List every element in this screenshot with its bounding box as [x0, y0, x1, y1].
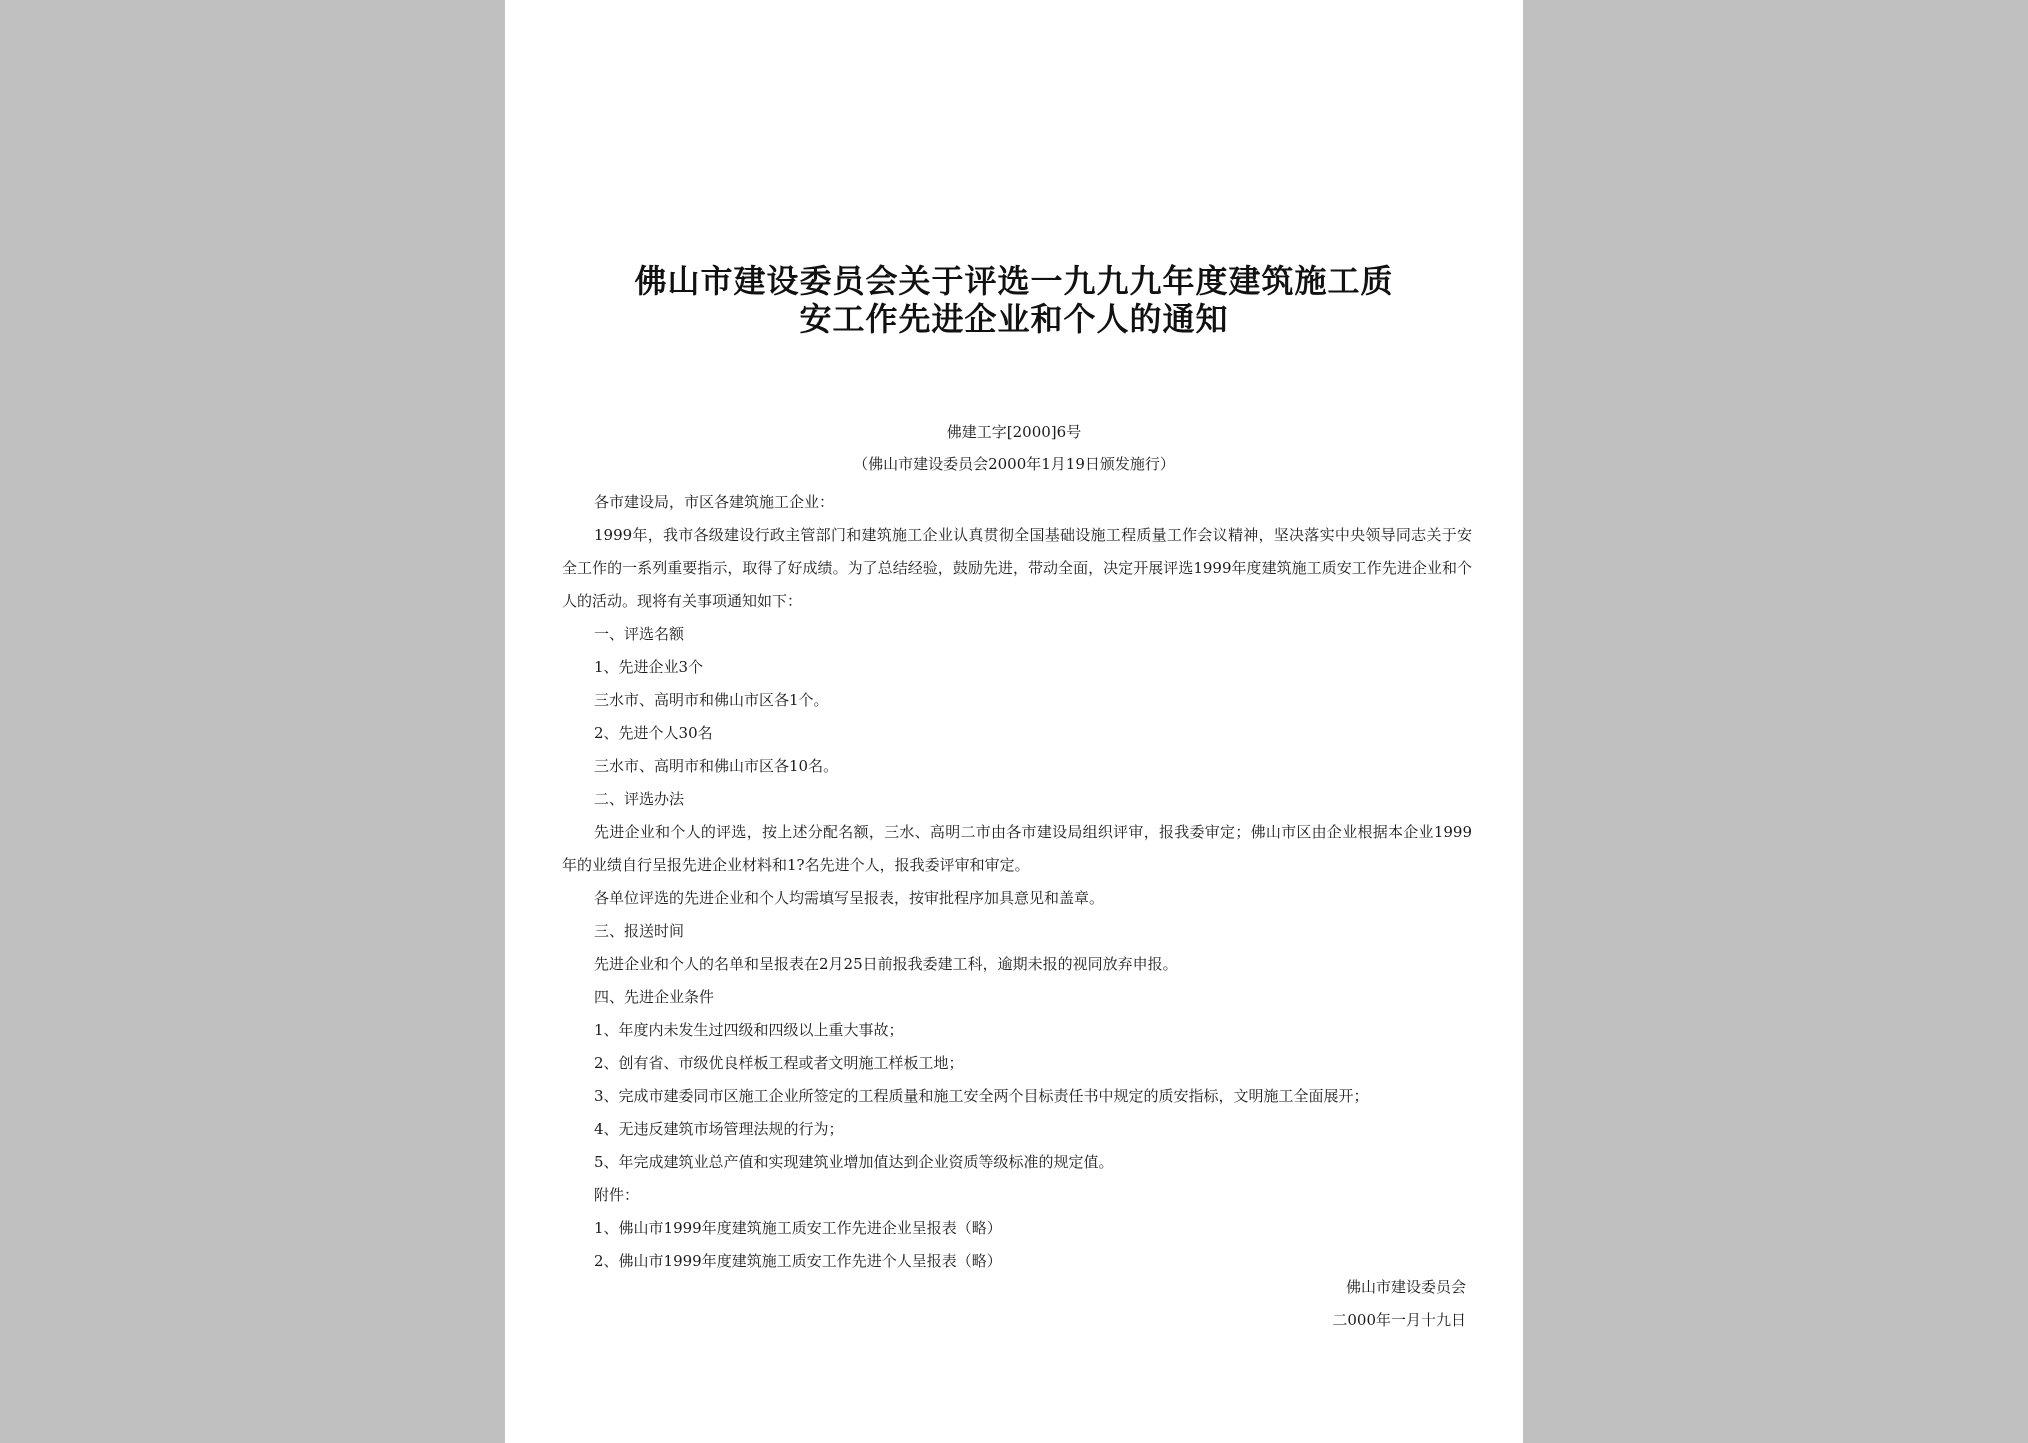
signer: 佛山市建设委员会	[1345, 1278, 1466, 1296]
addressee: 各市建设局，市区各建筑施工企业：	[594, 493, 835, 511]
section-1-item-1: 1、先进企业3个	[594, 658, 704, 676]
title-line-1: 佛山市建设委员会关于评选一九九九年度建筑施工质	[634, 262, 1394, 300]
title-line-2: 安工作先进企业和个人的通知	[799, 300, 1229, 338]
section-2-paragraph-1: 先进企业和个人的评选，按上述分配名额，三水、高明二市由各市建设局组织评审，报我委审定；佛山市区由企业根据本企业1999年的业绩自行呈报先进企业材料和1?名先进个人，报我委评审和审定。	[562, 823, 1472, 874]
section-2-heading: 二、评选办法	[594, 790, 685, 808]
section-3-heading: 三、报送时间	[594, 922, 685, 940]
signature-block	[1332, 1271, 1466, 1337]
document-title	[505, 262, 1523, 338]
section-1-item-2-detail: 三水市、高明市和佛山市区各10名。	[594, 757, 839, 775]
attachment-2: 2、佛山市1999年度建筑施工质安工作先进个人呈报表（略）	[594, 1252, 1002, 1270]
section-2-paragraph-2: 各单位评选的先进企业和个人均需填写呈报表，按审批程序加具意见和盖章。	[594, 889, 1105, 907]
section-4-heading: 四、先进企业条件	[594, 988, 715, 1006]
attachments-heading: 附件：	[594, 1186, 640, 1204]
section-3-paragraph: 先进企业和个人的名单和呈报表在2月25日前报我委建工科，逾期未报的视同放弃申报。	[594, 955, 1178, 973]
section-4-item-5: 5、年完成建筑业总产值和实现建筑业增加值达到企业资质等级标准的规定值。	[594, 1153, 1114, 1171]
document-body	[562, 486, 1472, 1278]
section-4-item-1: 1、年度内未发生过四级和四级以上重大事故；	[594, 1021, 904, 1039]
section-1-item-2: 2、先进个人30名	[594, 724, 713, 742]
attachment-1: 1、佛山市1999年度建筑施工质安工作先进企业呈报表（略）	[594, 1219, 1002, 1237]
issued-note: （佛山市建设委员会2000年1月19日颁发施行）	[853, 455, 1175, 473]
section-1-heading: 一、评选名额	[594, 625, 685, 643]
intro-paragraph: 1999年，我市各级建设行政主管部门和建筑施工企业认真贯彻全国基础设施工程质量工作会议精神，坚决落实中央领导同志关于安全工作的一系列重要指示，取得了好成绩。为了总结经验，鼓励先进，带动全面，决定开展评选1999年度建筑施工质安工作先进企业和个人的活动。现将有关事项通知如下：	[562, 526, 1472, 610]
document-page	[505, 0, 1523, 1443]
document-number: 佛建工字[2000]6号	[946, 423, 1082, 441]
section-1-item-1-detail: 三水市、高明市和佛山市区各1个。	[594, 691, 829, 709]
section-4-item-2: 2、创有省、市级优良样板工程或者文明施工样板工地；	[594, 1054, 964, 1072]
section-4-item-3: 3、完成市建委同市区施工企业所签定的工程质量和施工安全两个目标责任书中规定的质安指标，文明施工全面展开；	[594, 1087, 1369, 1105]
signing-date: 二000年一月十九日	[1332, 1311, 1466, 1329]
section-4-item-4: 4、无违反建筑市场管理法规的行为；	[594, 1120, 844, 1138]
